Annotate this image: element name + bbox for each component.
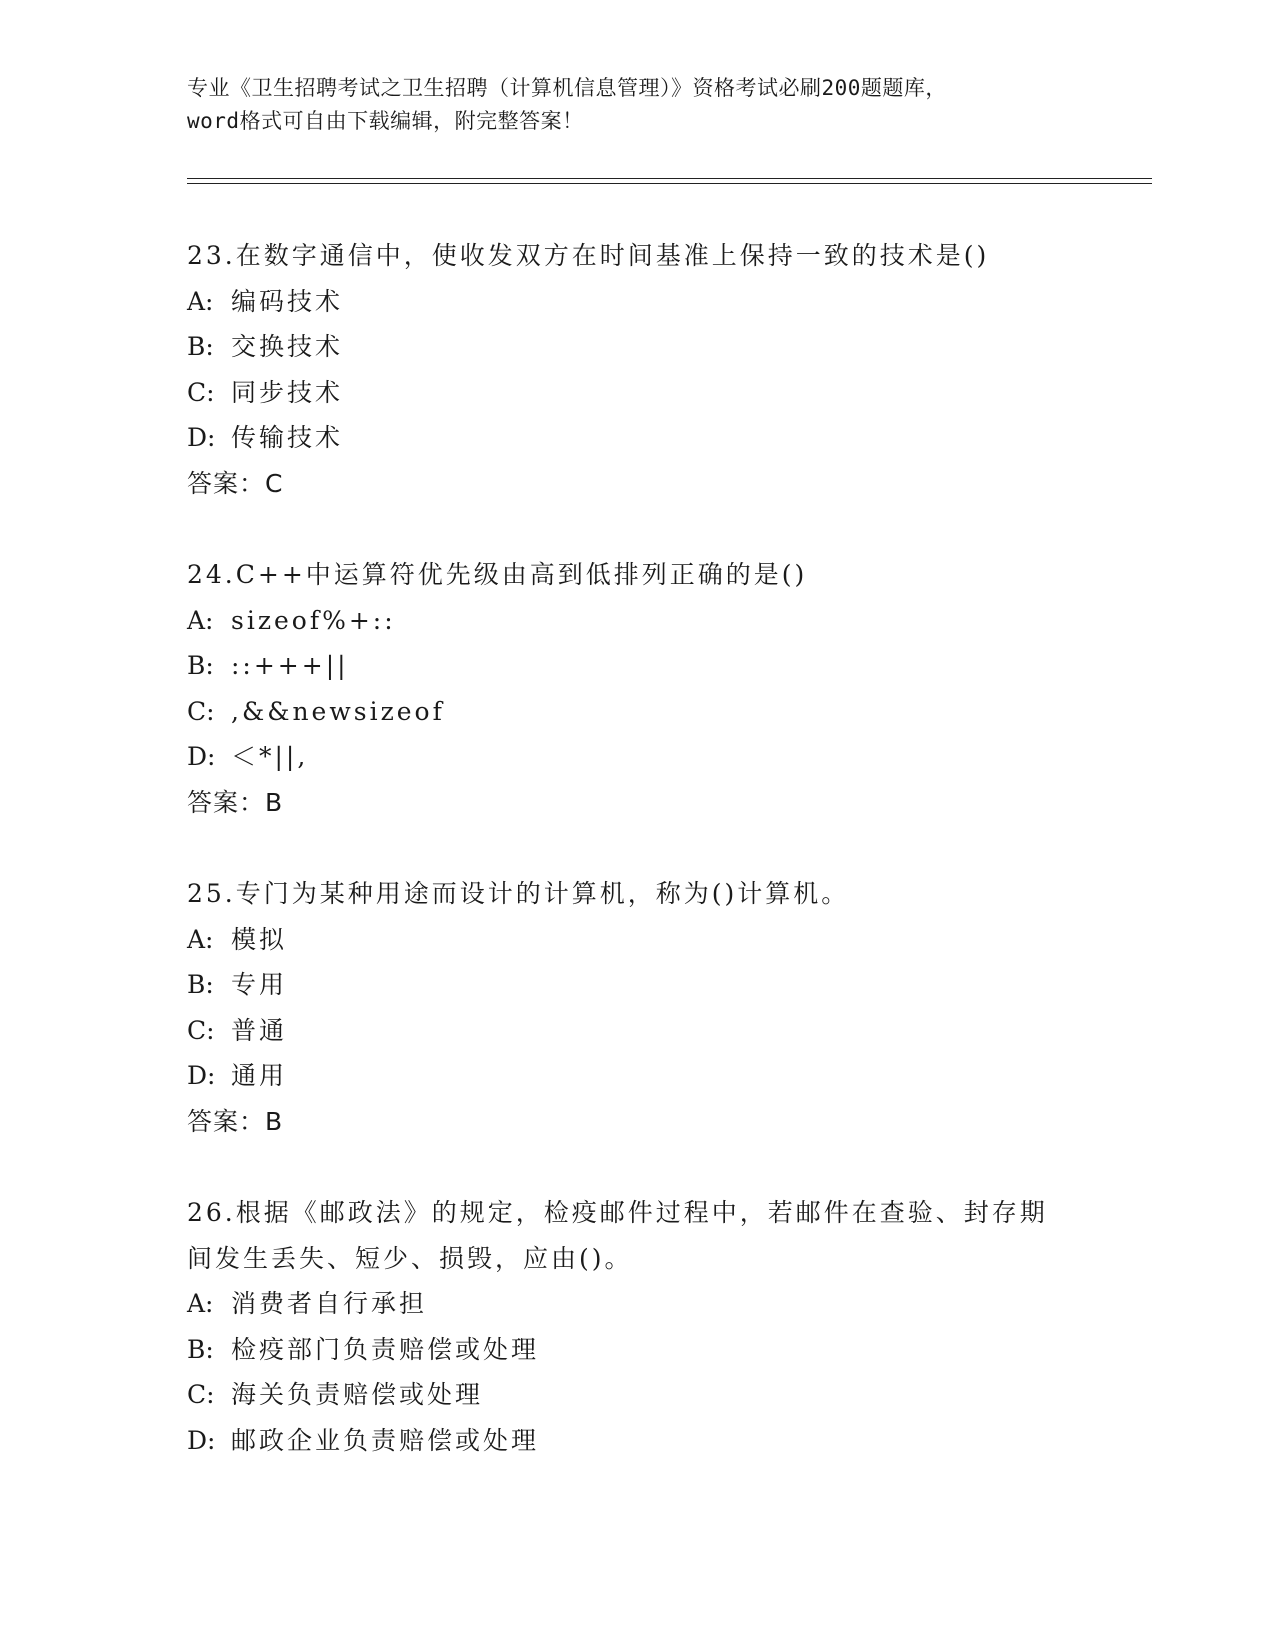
option-text: 消费者自行承担 bbox=[231, 1289, 428, 1319]
question-number: 25. bbox=[187, 879, 236, 908]
header-divider-top bbox=[187, 178, 1152, 179]
answer: 答案：B bbox=[187, 1106, 284, 1136]
option-d bbox=[187, 1418, 1087, 1464]
option-text: 海关负责赔偿或处理 bbox=[231, 1380, 484, 1410]
question-text-line: C++中运算符优先级由高到低排列正确的是() bbox=[235, 560, 808, 589]
option-key: C: bbox=[187, 1380, 215, 1410]
document-header bbox=[187, 72, 1087, 138]
option-key: B: bbox=[187, 970, 214, 1000]
question-text-line: 专门为某种用途而设计的计算机，称为()计算机。 bbox=[235, 879, 850, 908]
option-key: A: bbox=[187, 605, 214, 635]
option-a bbox=[187, 598, 1087, 644]
option-text: 普通 bbox=[231, 1015, 288, 1045]
option-text: 邮政企业负责赔偿或处理 bbox=[231, 1425, 540, 1455]
option-text: 专用 bbox=[231, 970, 288, 1000]
option-key: D: bbox=[187, 742, 216, 772]
option-c bbox=[187, 1372, 1087, 1418]
option-key: A: bbox=[187, 1289, 214, 1319]
option-a bbox=[187, 1281, 1087, 1327]
question-text-line: 在数字通信中，使收发双方在时间基准上保持一致的技术是() bbox=[235, 241, 990, 270]
option-text: sizeof%+:: bbox=[231, 605, 396, 635]
option-b bbox=[187, 643, 1087, 689]
option-key: C: bbox=[187, 1015, 215, 1045]
question-text-line: 间发生丢失、短少、损毁，应由()。 bbox=[187, 1243, 633, 1273]
question-number: 23. bbox=[187, 241, 236, 270]
option-b bbox=[187, 324, 1087, 370]
option-text: ＜*||, bbox=[231, 742, 309, 772]
option-b bbox=[187, 962, 1087, 1008]
question-line bbox=[187, 233, 1087, 279]
question-text bbox=[187, 233, 1087, 279]
option-d bbox=[187, 415, 1087, 461]
option-key: D: bbox=[187, 423, 216, 453]
question-line bbox=[187, 1190, 1087, 1236]
option-c bbox=[187, 1008, 1087, 1054]
option-text: 编码技术 bbox=[231, 286, 344, 316]
option-key: C: bbox=[187, 696, 215, 726]
option-key: D: bbox=[187, 1061, 216, 1091]
option-text: 同步技术 bbox=[231, 377, 344, 407]
question-25 bbox=[187, 871, 1087, 1145]
option-key: B: bbox=[187, 332, 214, 362]
option-key: D: bbox=[187, 1425, 216, 1455]
option-text: 通用 bbox=[231, 1061, 288, 1091]
question-line bbox=[187, 552, 1087, 598]
option-text: ,&&newsizeof bbox=[231, 696, 445, 726]
option-key: A: bbox=[187, 286, 214, 316]
option-text: 模拟 bbox=[231, 924, 288, 954]
question-number: 24. bbox=[187, 560, 236, 589]
question-26 bbox=[187, 1190, 1087, 1464]
header-divider-bottom bbox=[187, 183, 1152, 184]
option-c bbox=[187, 370, 1087, 416]
option-d bbox=[187, 734, 1087, 780]
question-line bbox=[187, 871, 1087, 917]
answer: 答案：C bbox=[187, 468, 284, 498]
option-key: C: bbox=[187, 377, 215, 407]
option-text: 交换技术 bbox=[231, 332, 344, 362]
option-key: B: bbox=[187, 1334, 214, 1364]
option-text: 检疫部门负责赔偿或处理 bbox=[231, 1334, 540, 1364]
header-line-2: word格式可自由下载编辑，附完整答案！ bbox=[187, 109, 584, 133]
question-23 bbox=[187, 233, 1087, 507]
question-number: 26. bbox=[187, 1198, 236, 1227]
question-24 bbox=[187, 552, 1087, 826]
option-a bbox=[187, 917, 1087, 963]
option-key: A: bbox=[187, 924, 214, 954]
question-text bbox=[187, 871, 1087, 917]
answer: 答案：B bbox=[187, 787, 284, 817]
question-text bbox=[187, 1190, 1087, 1281]
question-text bbox=[187, 552, 1087, 598]
option-d bbox=[187, 1053, 1087, 1099]
question-text-line: 根据《邮政法》的规定，检疫邮件过程中，若邮件在查验、封存期 bbox=[235, 1198, 1048, 1227]
option-c bbox=[187, 689, 1087, 735]
option-a bbox=[187, 279, 1087, 325]
option-text: ::+++|| bbox=[231, 651, 349, 681]
option-b bbox=[187, 1327, 1087, 1373]
question-line bbox=[187, 1236, 1087, 1282]
option-key: B: bbox=[187, 651, 214, 681]
header-line-1: 专业《卫生招聘考试之卫生招聘（计算机信息管理）》资格考试必刷200题题库， bbox=[187, 76, 947, 100]
option-text: 传输技术 bbox=[231, 423, 344, 453]
